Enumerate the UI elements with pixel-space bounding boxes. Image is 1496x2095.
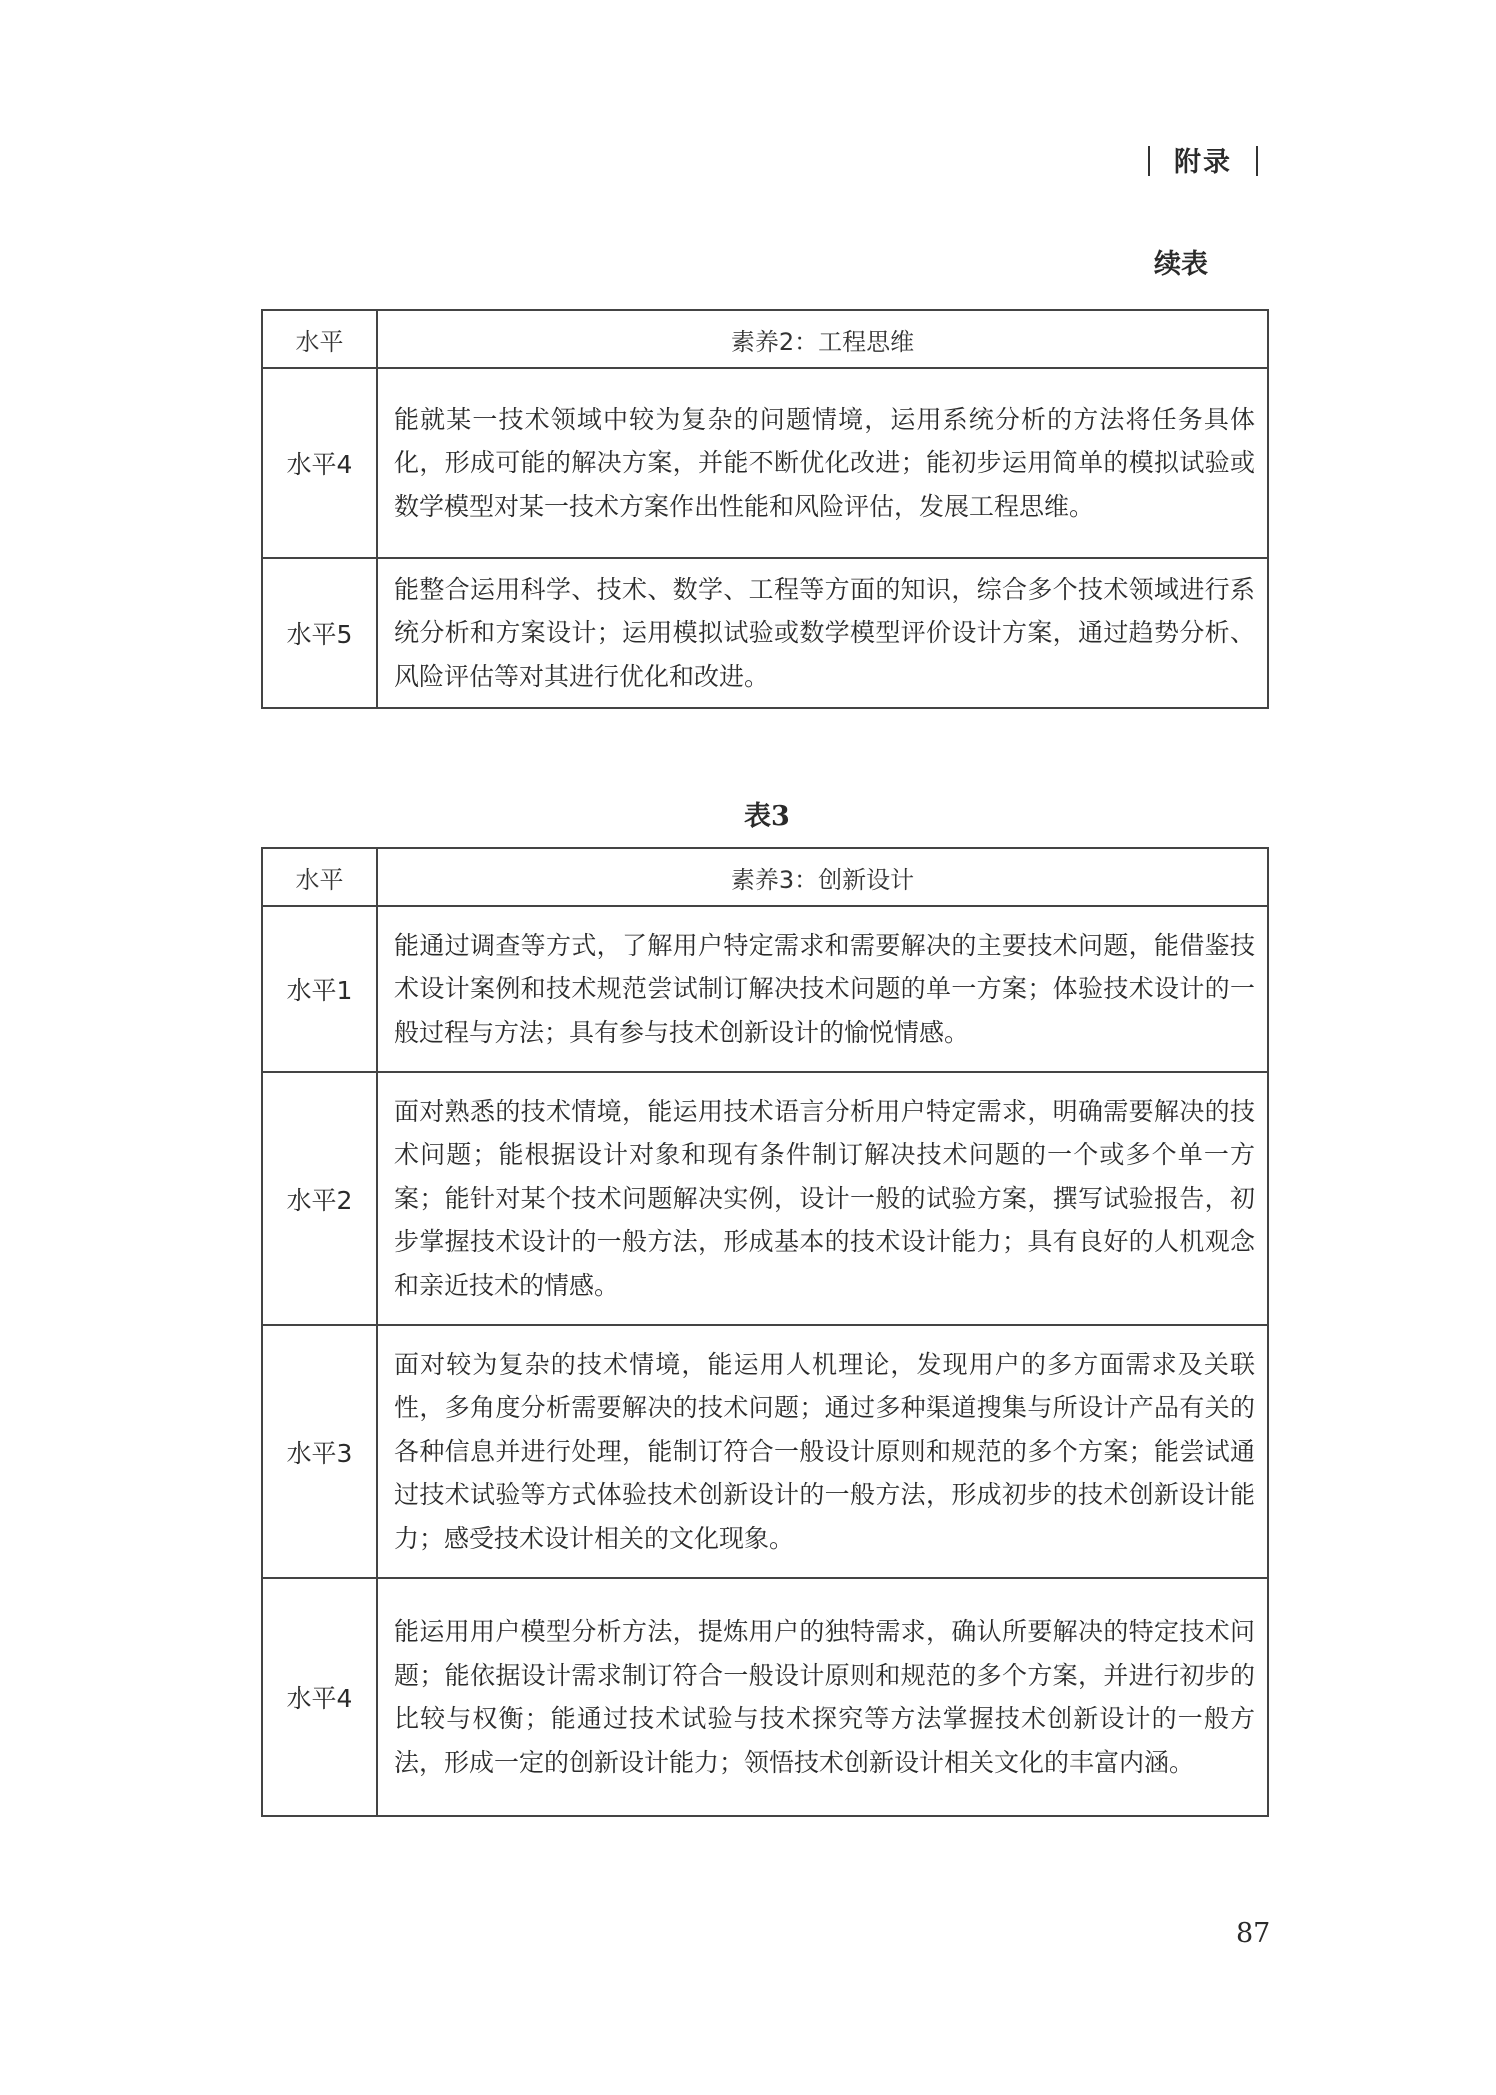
continued-table-caption: 续表	[1154, 249, 1208, 280]
table-header-row	[262, 848, 1268, 906]
description-cell: 能整合运用科学、技术、数学、工程等方面的知识，综合多个技术领域进行系统分析和方案设计；运用模拟试验或数学模型评价设计方案，通过趋势分析、风险评估等对其进行优化和改进。	[377, 558, 1268, 708]
level-cell: 水平4	[262, 1578, 377, 1816]
column-header-title: 素养3：创新设计	[377, 848, 1268, 906]
level-cell: 水平2	[262, 1072, 377, 1325]
header-divider-right	[1256, 146, 1258, 176]
page-number: 87	[1236, 1918, 1271, 1949]
column-header-level: 水平	[262, 848, 377, 906]
table-row	[262, 1578, 1268, 1816]
table-row	[262, 906, 1268, 1072]
level-cell: 水平1	[262, 906, 377, 1072]
description-cell: 能通过调查等方式，了解用户特定需求和需要解决的主要技术问题，能借鉴技术设计案例和技术规范尝试制订解决技术问题的单一方案；体验技术设计的一般过程与方法；具有参与技术创新设计的愉悦情感。	[377, 906, 1268, 1072]
running-header	[1148, 140, 1258, 179]
level-cell: 水平5	[262, 558, 377, 708]
table-header-row	[262, 310, 1268, 368]
header-divider-left	[1148, 146, 1150, 176]
description-cell: 面对较为复杂的技术情境，能运用人机理论，发现用户的多方面需求及关联性，多角度分析需要解决的技术问题；通过多种渠道搜集与所设计产品有关的各种信息并进行处理，能制订符合一般设计原则和规范的多个方案；能尝试通过技术试验等方式体验技术创新设计的一般方法，形成初步的技术创新设计能力；感受技术设计相关的文化现象。	[377, 1325, 1268, 1578]
table-row	[262, 1072, 1268, 1325]
table-literacy-3	[261, 847, 1269, 1817]
column-header-title: 素养2：工程思维	[377, 310, 1268, 368]
section-title: 附录	[1174, 147, 1232, 178]
description-cell: 能就某一技术领域中较为复杂的问题情境，运用系统分析的方法将任务具体化，形成可能的解决方案，并能不断优化改进；能初步运用简单的模拟试验或数学模型对某一技术方案作出性能和风险评估，发展工程思维。	[377, 368, 1268, 558]
description-cell: 能运用用户模型分析方法，提炼用户的独特需求，确认所要解决的特定技术问题；能依据设计需求制订符合一般设计原则和规范的多个方案，并进行初步的比较与权衡；能通过技术试验与技术探究等方法掌握技术创新设计的一般方法，形成一定的创新设计能力；领悟技术创新设计相关文化的丰富内涵。	[377, 1578, 1268, 1816]
table-3-caption: 表3	[744, 801, 790, 832]
level-cell: 水平4	[262, 368, 377, 558]
description-cell: 面对熟悉的技术情境，能运用技术语言分析用户特定需求，明确需要解决的技术问题；能根据设计对象和现有条件制订解决技术问题的一个或多个单一方案；能针对某个技术问题解决实例，设计一般的试验方案，撰写试验报告，初步掌握技术设计的一般方法，形成基本的技术设计能力；具有良好的人机观念和亲近技术的情感。	[377, 1072, 1268, 1325]
table-row	[262, 368, 1268, 558]
table-row	[262, 558, 1268, 708]
column-header-level: 水平	[262, 310, 377, 368]
table-literacy-2	[261, 309, 1269, 709]
table-row	[262, 1325, 1268, 1578]
level-cell: 水平3	[262, 1325, 377, 1578]
